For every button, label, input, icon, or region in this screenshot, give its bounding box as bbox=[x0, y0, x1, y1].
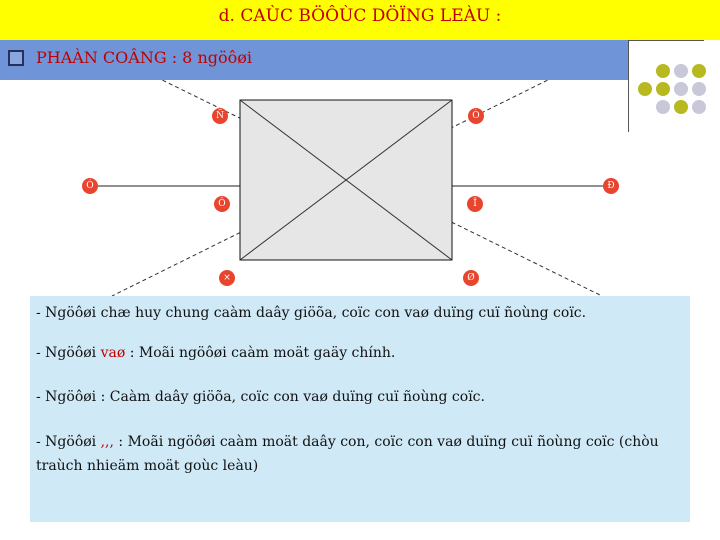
decorative-dot bbox=[692, 64, 706, 78]
person-marker-6: Ò bbox=[468, 108, 484, 124]
line-prefix: - Ngöôøi bbox=[36, 389, 97, 405]
decorative-rule-horizontal bbox=[628, 40, 704, 41]
person-numbers-5-8: ,,, bbox=[100, 434, 114, 450]
line-text: : Moãi ngöôøi caàm moät daây con, coïc con vaø duïng cuï ñoùng coïc (chòu traùch nhieäm moät goùc leàu) bbox=[36, 434, 659, 474]
assignment-line-2 bbox=[36, 345, 395, 361]
line-text: : Moãi ngöôøi caàm moät gaäy chính. bbox=[129, 345, 396, 361]
person-marker-7: × bbox=[219, 270, 235, 286]
line-text: : Caàm daây giöõa, coïc con vaø duïng cuï ñoùng coïc. bbox=[100, 389, 485, 405]
person-marker-8: Ø bbox=[463, 270, 479, 286]
line-text: chæ huy chung caàm daây giöõa, coïc con vaø duïng cuï ñoùng coïc. bbox=[100, 305, 587, 321]
line-prefix: - Ngöôøi bbox=[36, 345, 97, 361]
assignment-line-4 bbox=[36, 430, 684, 478]
assignment-text-box bbox=[30, 296, 690, 522]
section-heading: PHAÀN COÂNG : 8 ngöôøi bbox=[36, 48, 252, 67]
person-marker-4: Ð bbox=[603, 178, 619, 194]
conjunction-text: vaø bbox=[100, 345, 126, 361]
person-marker-5: Ñ bbox=[212, 108, 228, 124]
person-marker-1: Ó bbox=[82, 178, 98, 194]
line-prefix: - Ngöôøi bbox=[36, 434, 97, 450]
square-bullet-icon bbox=[8, 50, 24, 66]
decorative-dot bbox=[674, 64, 688, 78]
person-marker-2: Ô bbox=[214, 196, 230, 212]
person-marker-3: Ï bbox=[467, 196, 483, 212]
slide-title: d. CAÙC BÖÔÙC DÖÏNG LEÀU : bbox=[218, 6, 502, 26]
assignment-line-3 bbox=[36, 389, 485, 405]
assignment-line-1 bbox=[36, 305, 586, 321]
decorative-dot bbox=[656, 64, 670, 78]
line-prefix: - Ngöôøi bbox=[36, 305, 97, 321]
